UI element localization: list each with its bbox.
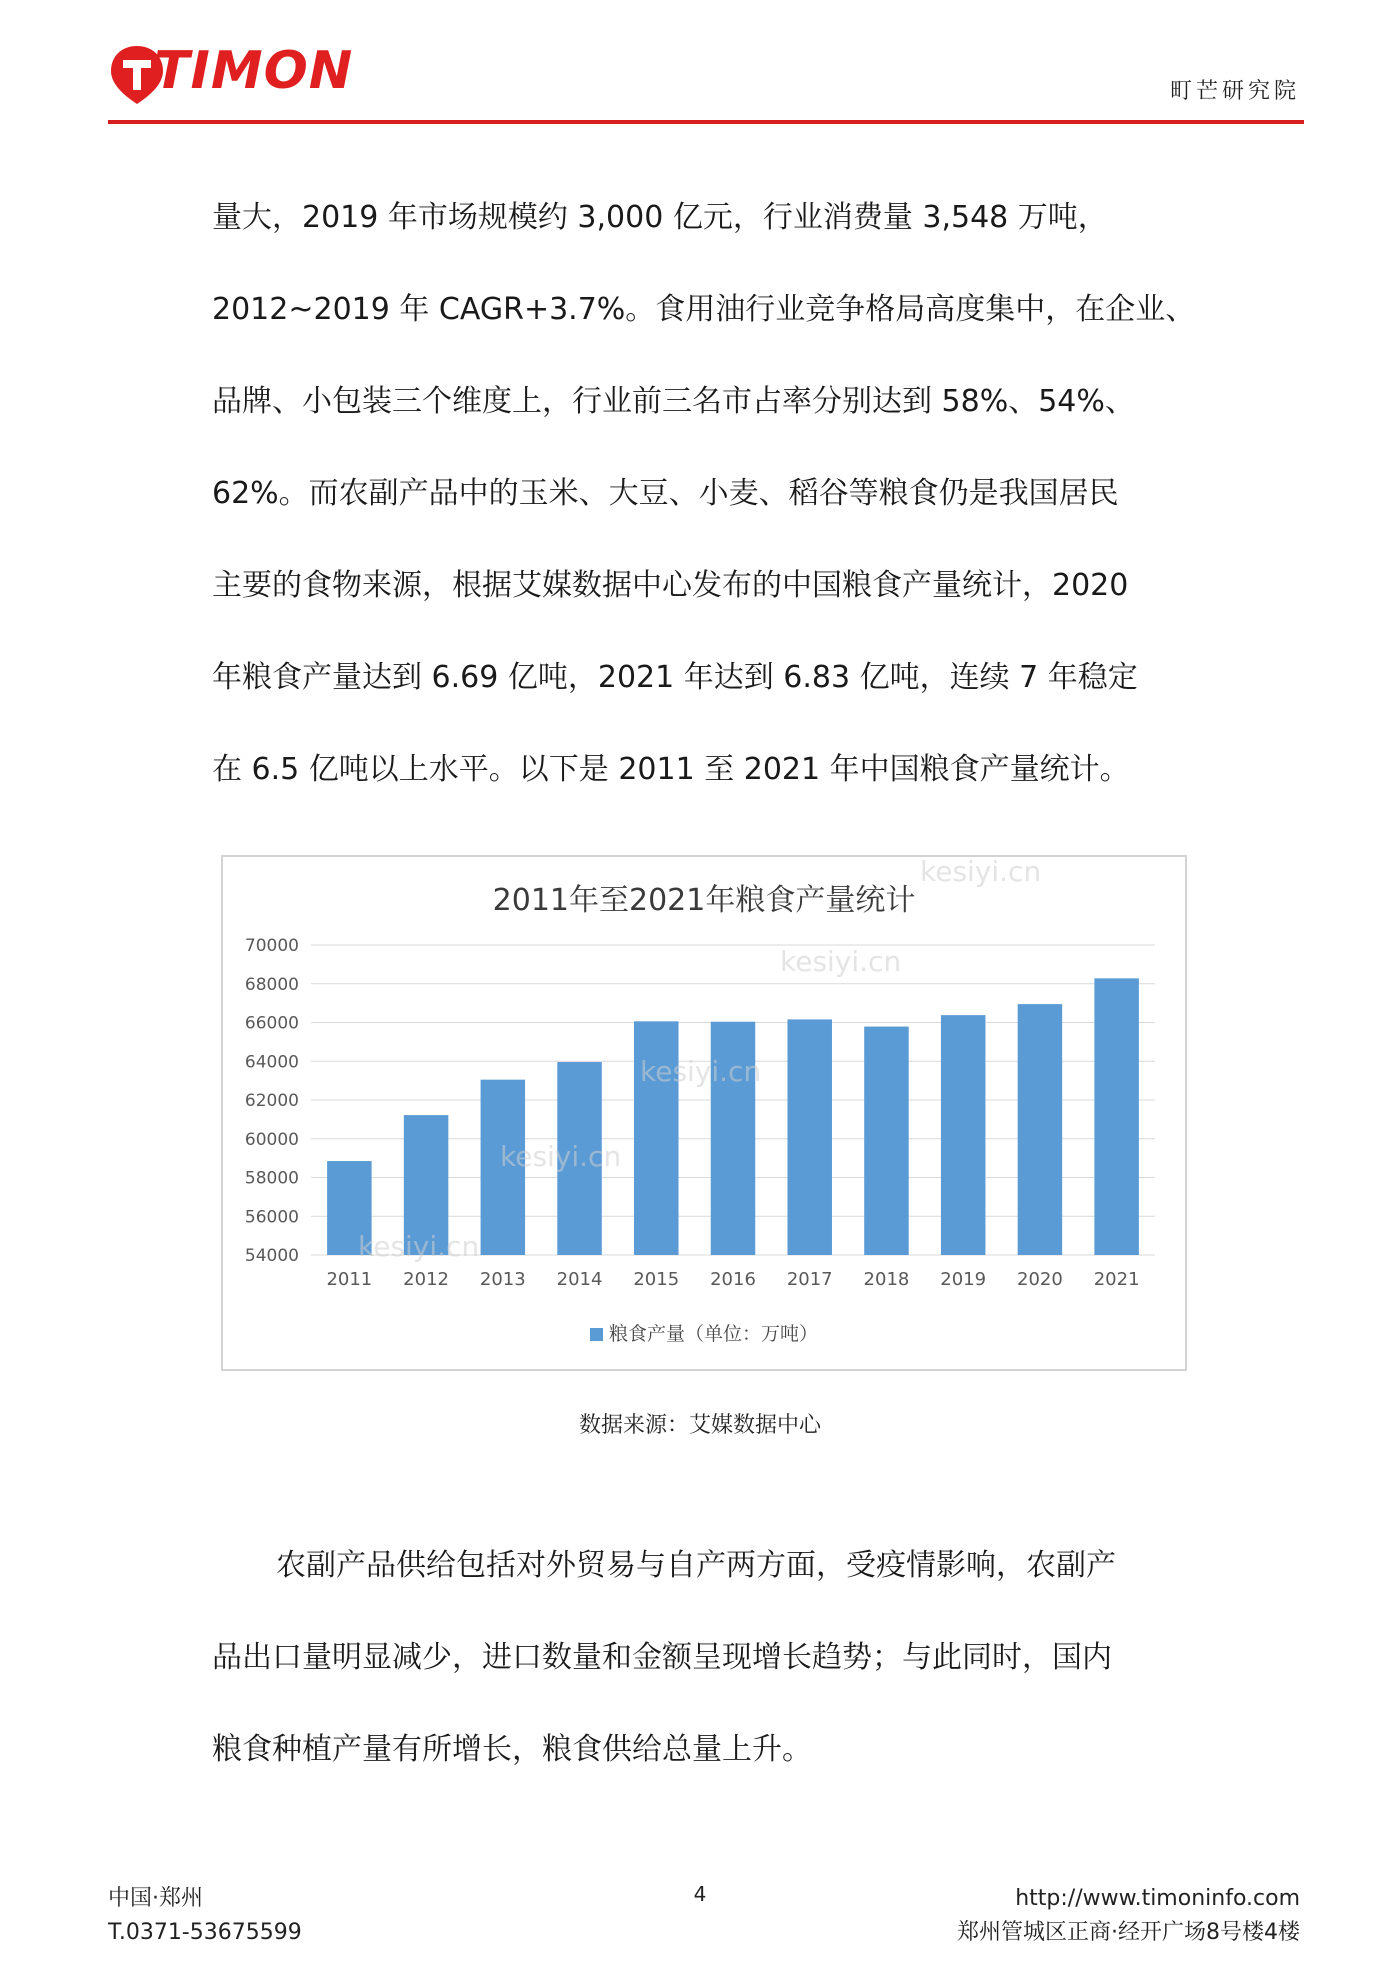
watermark: kesiyi.cn [920,855,1042,888]
chart-title: 2011年至2021年粮食产量统计 [492,883,916,918]
watermark: kesiyi.cn [780,945,902,978]
y-tick-label: 60000 [244,1129,299,1150]
y-tick-label: 56000 [244,1207,299,1228]
legend-label: 粮食产量（单位：万吨） [608,1323,818,1345]
bar-2019 [941,1015,986,1255]
bar-2012 [404,1115,449,1255]
x-tick-label: 2011 [326,1269,373,1290]
grain-output-chart [221,855,1187,1371]
x-tick-label: 2019 [940,1269,987,1290]
institute-name: 町芒研究院 [1169,79,1300,104]
footer-website[interactable]: http://www.timoninfo.com [1015,1886,1300,1911]
x-tick-label: 2013 [479,1269,526,1290]
footer-address [957,1882,1300,1950]
chart-legend [223,1319,1185,1346]
chart-caption: 数据来源：艾媒数据中心 [578,1413,821,1438]
bar-2016 [711,1022,756,1255]
y-tick-label: 66000 [244,1013,299,1034]
y-tick-label: 68000 [244,974,299,995]
paragraph-line: 农副产品供给包括对外贸易与自产两方面，受疫情影响，农副产 [276,1548,1116,1583]
x-tick-label: 2021 [1093,1269,1140,1290]
header-divider [108,120,1304,124]
paragraph-line: 品出口量明显减少，进口数量和金额呈现增长趋势；与此同时，国内 [212,1640,1112,1675]
y-tick-label: 54000 [244,1246,299,1266]
paragraph-2 [212,1520,1196,1796]
paragraph-1 [212,172,1196,816]
bar-2020 [1018,1004,1063,1255]
chart-canvas [223,857,1185,1369]
paragraph-line: 在 6.5 亿吨以上水平。以下是 2011 至 2021 年中国粮食产量统计。 [212,752,1130,787]
x-tick-label: 2017 [786,1269,833,1290]
page-footer [0,1870,1400,1980]
logo-text: TIMON [154,41,354,101]
y-tick-label: 70000 [244,936,299,956]
paragraph-line: 年粮食产量达到 6.69 亿吨，2021 年达到 6.83 亿吨，连续 7 年稳定 [212,660,1138,695]
bar-2015 [634,1021,679,1255]
paragraph-line: 品牌、小包装三个维度上，行业前三名市占率分别达到 58%、54%、 [212,384,1135,419]
y-tick-label: 62000 [244,1091,299,1111]
x-tick-label: 2014 [556,1269,603,1290]
x-tick-label: 2016 [710,1269,756,1290]
bar-2018 [864,1027,909,1255]
x-tick-label: 2015 [633,1269,680,1290]
bar-2013 [481,1080,526,1255]
bar-2017 [787,1019,832,1255]
paragraph-line: 粮食种植产量有所增长，粮食供给总量上升。 [212,1732,812,1767]
legend-swatch-icon [590,1328,603,1341]
timon-logo [108,40,354,106]
paragraph-line: 主要的食物来源，根据艾媒数据中心发布的中国粮食产量统计，2020 [212,568,1129,603]
watermark: kesiyi.cn [358,1230,480,1263]
footer-phone: T.0371-53675599 [108,1920,302,1945]
y-tick-label: 64000 [244,1052,299,1073]
paragraph-line: 2012~2019 年 CAGR+3.7%。食用油行业竞争格局高度集中，在企业、 [212,292,1196,327]
bar-2011 [327,1161,372,1255]
y-tick-label: 58000 [244,1168,299,1189]
x-tick-label: 2012 [403,1269,449,1290]
x-tick-label: 2020 [1017,1269,1063,1290]
footer-street-address: 郑州管城区正商·经开广场8号楼4楼 [957,1920,1300,1945]
watermark: kesiyi.cn [500,1140,622,1173]
page-header [0,0,1400,130]
bar-2021 [1094,978,1139,1255]
page-number: 4 [693,1882,707,1906]
footer-city: 中国·郑州 [108,1886,203,1911]
paragraph-line: 62%。而农副产品中的玉米、大豆、小麦、稻谷等粮食仍是我国居民 [212,476,1119,511]
bar-2014 [557,1062,602,1255]
paragraph-line: 量大，2019 年市场规模约 3,000 亿元，行业消费量 3,548 万吨， [212,200,1108,235]
watermark: kesiyi.cn [640,1055,762,1088]
x-tick-label: 2018 [863,1269,910,1290]
